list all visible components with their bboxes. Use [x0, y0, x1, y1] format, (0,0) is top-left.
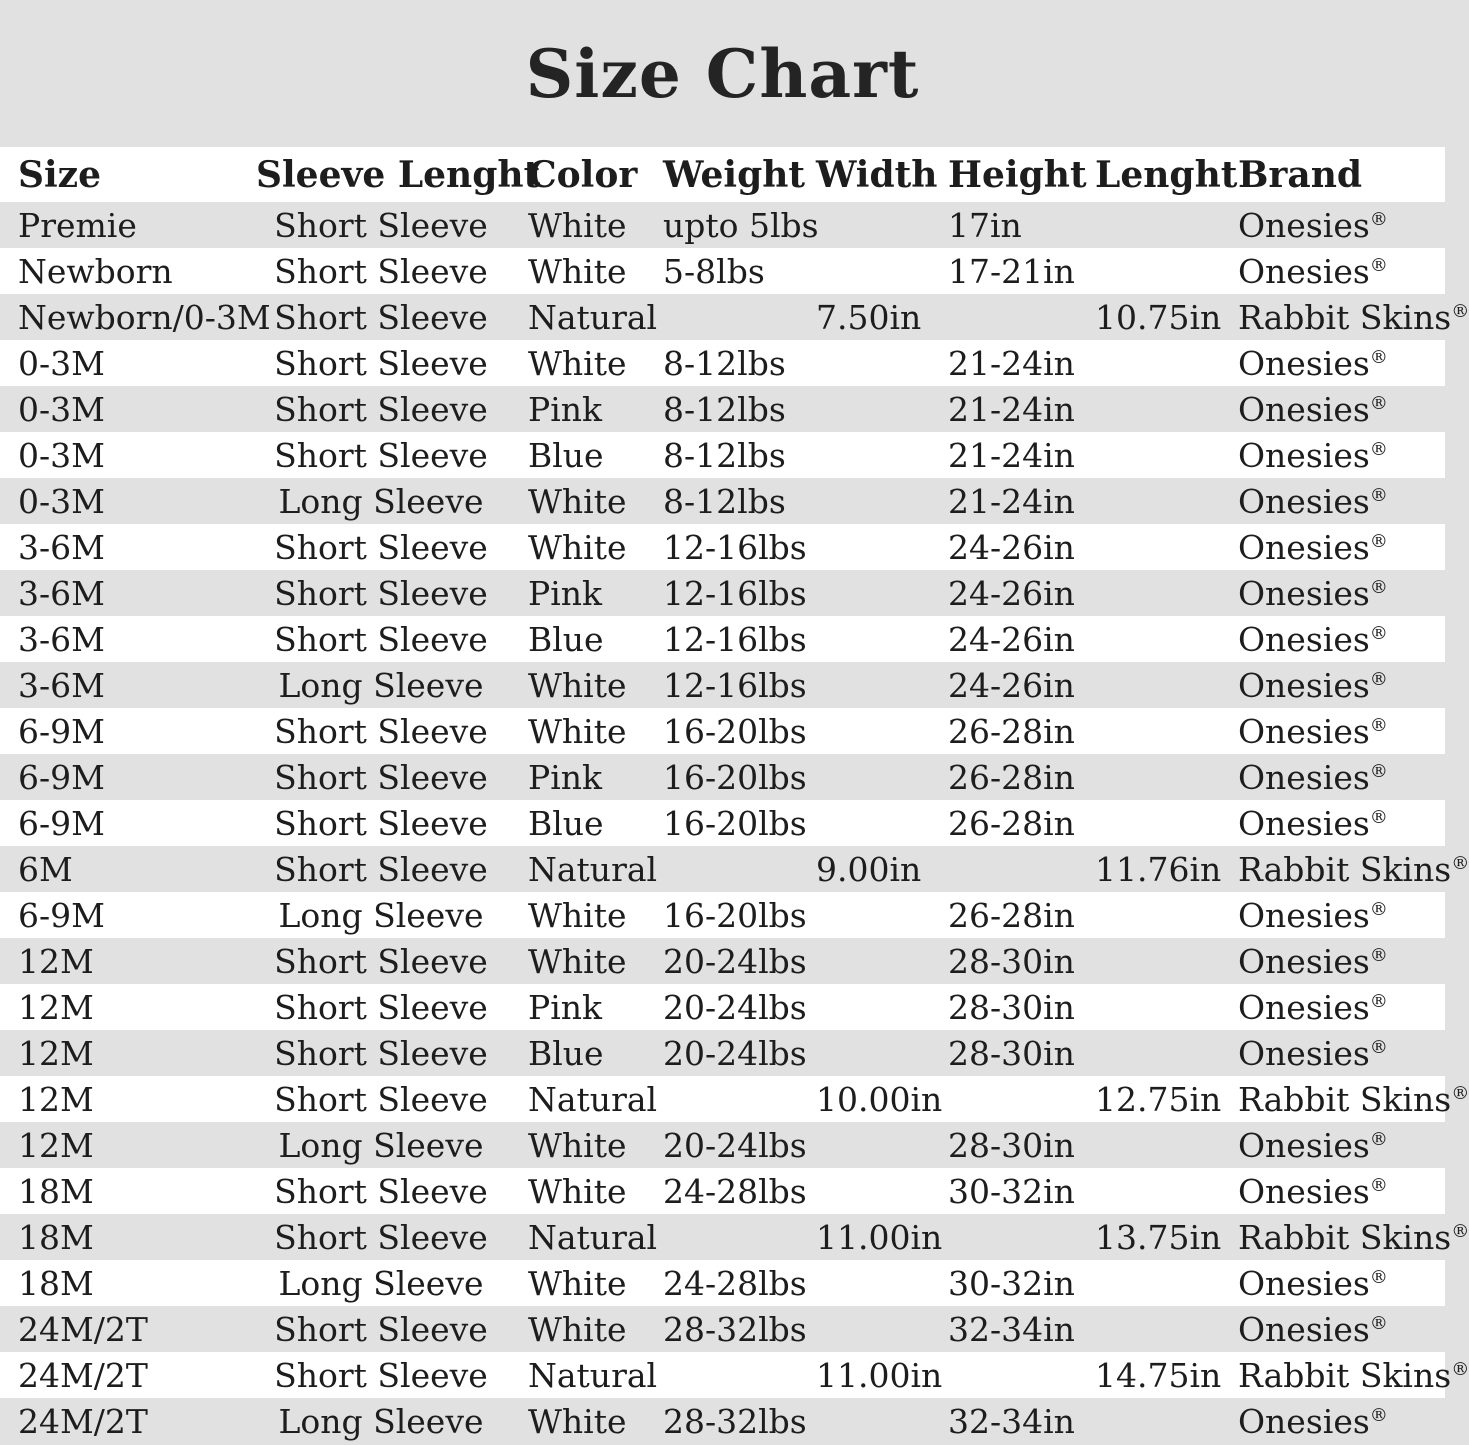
cell-length	[1095, 202, 1238, 248]
cell-width	[816, 892, 948, 938]
column-header-color: Color	[528, 153, 638, 196]
cell-sleeve-length: Short Sleeve	[274, 803, 488, 843]
cell-brand: Rabbit Skins®	[1238, 297, 1469, 337]
table-row	[0, 984, 1445, 1030]
cell-length	[1095, 892, 1238, 938]
cell-color: Pink	[528, 573, 603, 613]
cell-sleeve-length: Short Sleeve	[274, 251, 488, 291]
cell-size: 6M	[18, 849, 73, 889]
cell-height: 26-28in	[948, 711, 1075, 751]
cell-size: Newborn/0-3M	[18, 297, 271, 337]
cell-width	[816, 984, 948, 1030]
cell-height: 28-30in	[948, 941, 1075, 981]
cell-width	[816, 524, 948, 570]
cell-color: White	[528, 941, 627, 981]
cell-weight: 12-16lbs	[663, 619, 807, 659]
cell-weight: 8-12lbs	[663, 389, 786, 429]
cell-size: 3-6M	[18, 665, 105, 705]
cell-weight: 24-28lbs	[663, 1171, 807, 1211]
cell-length	[1095, 708, 1238, 754]
cell-brand: Rabbit Skins®	[1238, 1079, 1469, 1119]
cell-length	[1095, 1122, 1238, 1168]
header-row	[0, 147, 1445, 202]
cell-color: Pink	[528, 389, 603, 429]
cell-width	[816, 1260, 948, 1306]
registered-trademark-symbol: ®	[1451, 1220, 1469, 1242]
cell-weight: 12-16lbs	[663, 527, 807, 567]
cell-length: 13.75in	[1095, 1217, 1222, 1257]
cell-brand: Onesies®	[1238, 987, 1388, 1027]
cell-brand: Onesies®	[1238, 803, 1388, 843]
table-row	[0, 1168, 1445, 1214]
cell-width	[816, 1398, 948, 1444]
cell-color: Natural	[528, 297, 658, 337]
cell-sleeve-length: Long Sleeve	[278, 1125, 484, 1165]
cell-sleeve-length: Short Sleeve	[274, 527, 488, 567]
cell-height: 21-24in	[948, 435, 1075, 475]
cell-length	[1095, 1030, 1238, 1076]
cell-brand: Onesies®	[1238, 527, 1388, 567]
cell-height: 17in	[948, 205, 1022, 245]
table-row	[0, 754, 1445, 800]
cell-color: Pink	[528, 757, 603, 797]
cell-size: 0-3M	[18, 343, 105, 383]
cell-height: 26-28in	[948, 757, 1075, 797]
cell-weight: 8-12lbs	[663, 343, 786, 383]
table-row	[0, 1306, 1445, 1352]
cell-length	[1095, 662, 1238, 708]
cell-sleeve-length: Short Sleeve	[274, 711, 488, 751]
cell-length	[1095, 616, 1238, 662]
cell-weight: 16-20lbs	[663, 895, 807, 935]
table-row	[0, 202, 1445, 248]
cell-width: 11.00in	[816, 1355, 943, 1395]
table-row	[0, 1398, 1445, 1444]
cell-width	[816, 662, 948, 708]
cell-weight: 20-24lbs	[663, 987, 807, 1027]
cell-brand: Onesies®	[1238, 389, 1388, 429]
cell-brand: Onesies®	[1238, 251, 1388, 291]
table-row	[0, 892, 1445, 938]
registered-trademark-symbol: ®	[1369, 806, 1388, 828]
registered-trademark-symbol: ®	[1369, 1404, 1388, 1426]
registered-trademark-symbol: ®	[1369, 1312, 1388, 1334]
cell-width: 9.00in	[816, 849, 922, 889]
column-header-height: Height	[948, 153, 1087, 196]
registered-trademark-symbol: ®	[1451, 1358, 1469, 1380]
cell-height: 26-28in	[948, 895, 1075, 935]
cell-color: White	[528, 251, 627, 291]
cell-sleeve-length: Long Sleeve	[278, 1401, 484, 1441]
cell-length	[1095, 1260, 1238, 1306]
cell-color: White	[528, 1171, 627, 1211]
size-table-body	[0, 202, 1469, 1444]
cell-width	[816, 938, 948, 984]
cell-length	[1095, 478, 1238, 524]
cell-brand: Onesies®	[1238, 1401, 1388, 1441]
table-row	[0, 340, 1445, 386]
cell-brand: Onesies®	[1238, 205, 1388, 245]
cell-sleeve-length: Short Sleeve	[274, 435, 488, 475]
registered-trademark-symbol: ®	[1369, 668, 1388, 690]
cell-color: White	[528, 1309, 627, 1349]
cell-brand: Rabbit Skins®	[1238, 1217, 1469, 1257]
cell-sleeve-length: Short Sleeve	[274, 1079, 488, 1119]
cell-weight: 12-16lbs	[663, 573, 807, 613]
cell-height: 21-24in	[948, 481, 1075, 521]
cell-width	[816, 1168, 948, 1214]
cell-weight: 16-20lbs	[663, 803, 807, 843]
registered-trademark-symbol: ®	[1451, 300, 1469, 322]
cell-weight	[663, 294, 816, 340]
cell-size: 0-3M	[18, 481, 105, 521]
registered-trademark-symbol: ®	[1369, 944, 1388, 966]
cell-sleeve-length: Short Sleeve	[274, 297, 488, 337]
cell-size: 18M	[18, 1263, 94, 1303]
cell-width	[816, 340, 948, 386]
cell-sleeve-length: Short Sleeve	[274, 941, 488, 981]
cell-weight: 28-32lbs	[663, 1309, 807, 1349]
registered-trademark-symbol: ®	[1369, 254, 1388, 276]
cell-height: 21-24in	[948, 343, 1075, 383]
registered-trademark-symbol: ®	[1369, 530, 1388, 552]
cell-length	[1095, 386, 1238, 432]
cell-size: 3-6M	[18, 573, 105, 613]
cell-weight: upto 5lbs	[663, 205, 819, 245]
cell-height: 30-32in	[948, 1263, 1075, 1303]
cell-weight: 12-16lbs	[663, 665, 807, 705]
cell-length	[1095, 800, 1238, 846]
cell-weight	[663, 1214, 816, 1260]
column-header-sleeve-length: Sleeve Lenght	[256, 153, 541, 196]
cell-color: Natural	[528, 1355, 658, 1395]
cell-height: 26-28in	[948, 803, 1075, 843]
size-chart-table	[0, 147, 1469, 1444]
cell-brand: Onesies®	[1238, 1309, 1388, 1349]
cell-sleeve-length: Short Sleeve	[274, 987, 488, 1027]
cell-sleeve-length: Short Sleeve	[274, 1309, 488, 1349]
registered-trademark-symbol: ®	[1369, 760, 1388, 782]
registered-trademark-symbol: ®	[1369, 576, 1388, 598]
cell-weight	[663, 1352, 816, 1398]
cell-width	[816, 478, 948, 524]
cell-size: 24M/2T	[18, 1355, 148, 1395]
column-header-brand: Brand	[1238, 153, 1363, 196]
cell-brand: Onesies®	[1238, 1033, 1388, 1073]
cell-sleeve-length: Short Sleeve	[274, 1171, 488, 1211]
table-row	[0, 570, 1445, 616]
cell-brand: Onesies®	[1238, 481, 1388, 521]
cell-size: 0-3M	[18, 389, 105, 429]
registered-trademark-symbol: ®	[1369, 438, 1388, 460]
cell-color: White	[528, 1401, 627, 1441]
title-bar	[0, 0, 1445, 147]
cell-size: 0-3M	[18, 435, 105, 475]
cell-brand: Onesies®	[1238, 757, 1388, 797]
registered-trademark-symbol: ®	[1369, 208, 1388, 230]
table-row	[0, 478, 1445, 524]
cell-length	[1095, 340, 1238, 386]
cell-weight: 5-8lbs	[663, 251, 765, 291]
cell-color: Natural	[528, 1079, 658, 1119]
column-header-width: Width	[816, 153, 938, 196]
cell-height: 24-26in	[948, 573, 1075, 613]
cell-color: White	[528, 1125, 627, 1165]
table-row	[0, 1214, 1445, 1260]
cell-size: 3-6M	[18, 619, 105, 659]
column-header-size: Size	[18, 153, 102, 196]
cell-sleeve-length: Long Sleeve	[278, 665, 484, 705]
cell-sleeve-length: Short Sleeve	[274, 573, 488, 613]
cell-height: 28-30in	[948, 987, 1075, 1027]
cell-width	[816, 570, 948, 616]
cell-height: 28-30in	[948, 1033, 1075, 1073]
cell-height: 24-26in	[948, 619, 1075, 659]
cell-height: 28-30in	[948, 1125, 1075, 1165]
cell-color: White	[528, 481, 627, 521]
cell-height: 21-24in	[948, 389, 1075, 429]
cell-color: Pink	[528, 987, 603, 1027]
cell-brand: Onesies®	[1238, 573, 1388, 613]
cell-length: 14.75in	[1095, 1355, 1222, 1395]
cell-width	[816, 708, 948, 754]
cell-sleeve-length: Short Sleeve	[274, 757, 488, 797]
cell-height	[948, 294, 1095, 340]
table-row	[0, 1352, 1445, 1398]
cell-color: White	[528, 711, 627, 751]
cell-weight	[663, 1076, 816, 1122]
registered-trademark-symbol: ®	[1369, 1266, 1388, 1288]
cell-sleeve-length: Long Sleeve	[278, 895, 484, 935]
registered-trademark-symbol: ®	[1451, 852, 1469, 874]
cell-size: 3-6M	[18, 527, 105, 567]
cell-width	[816, 1122, 948, 1168]
cell-height: 17-21in	[948, 251, 1075, 291]
cell-width	[816, 616, 948, 662]
table-row	[0, 432, 1445, 478]
cell-sleeve-length: Short Sleeve	[274, 205, 488, 245]
table-row	[0, 800, 1445, 846]
cell-weight	[663, 846, 816, 892]
cell-brand: Onesies®	[1238, 665, 1388, 705]
cell-brand: Onesies®	[1238, 895, 1388, 935]
table-row	[0, 1076, 1445, 1122]
cell-sleeve-length: Long Sleeve	[278, 1263, 484, 1303]
cell-length	[1095, 570, 1238, 616]
cell-color: Blue	[528, 435, 604, 475]
cell-color: White	[528, 205, 627, 245]
registered-trademark-symbol: ®	[1369, 714, 1388, 736]
cell-width	[816, 248, 948, 294]
cell-width: 11.00in	[816, 1217, 943, 1257]
registered-trademark-symbol: ®	[1369, 392, 1388, 414]
cell-brand: Onesies®	[1238, 1171, 1388, 1211]
table-header	[0, 147, 1445, 202]
cell-sleeve-length: Short Sleeve	[274, 849, 488, 889]
cell-length: 10.75in	[1095, 297, 1222, 337]
cell-height	[948, 1214, 1095, 1260]
cell-size: 12M	[18, 941, 94, 981]
cell-height	[948, 846, 1095, 892]
cell-weight: 24-28lbs	[663, 1263, 807, 1303]
cell-color: Blue	[528, 1033, 604, 1073]
cell-weight: 20-24lbs	[663, 1033, 807, 1073]
cell-height: 24-26in	[948, 665, 1075, 705]
registered-trademark-symbol: ®	[1369, 1128, 1388, 1150]
cell-brand: Onesies®	[1238, 1125, 1388, 1165]
cell-size: Newborn	[18, 251, 173, 291]
cell-color: White	[528, 1263, 627, 1303]
cell-brand: Onesies®	[1238, 941, 1388, 981]
cell-length	[1095, 524, 1238, 570]
cell-length: 12.75in	[1095, 1079, 1222, 1119]
cell-height	[948, 1076, 1095, 1122]
registered-trademark-symbol: ®	[1369, 990, 1388, 1012]
cell-sleeve-length: Short Sleeve	[274, 1355, 488, 1395]
cell-height: 30-32in	[948, 1171, 1075, 1211]
cell-brand: Onesies®	[1238, 619, 1388, 659]
cell-length	[1095, 984, 1238, 1030]
cell-size: 6-9M	[18, 711, 105, 751]
table-row	[0, 662, 1445, 708]
cell-height	[948, 1352, 1095, 1398]
cell-weight: 20-24lbs	[663, 941, 807, 981]
registered-trademark-symbol: ®	[1369, 1036, 1388, 1058]
cell-sleeve-length: Short Sleeve	[274, 1033, 488, 1073]
cell-length	[1095, 1398, 1238, 1444]
cell-width	[816, 202, 948, 248]
cell-color: Blue	[528, 619, 604, 659]
table-row	[0, 1122, 1445, 1168]
cell-weight: 20-24lbs	[663, 1125, 807, 1165]
cell-width	[816, 1306, 948, 1352]
registered-trademark-symbol: ®	[1369, 898, 1388, 920]
cell-length	[1095, 754, 1238, 800]
cell-color: White	[528, 665, 627, 705]
cell-size: 6-9M	[18, 803, 105, 843]
column-header-weight: Weight	[663, 153, 806, 196]
registered-trademark-symbol: ®	[1369, 1174, 1388, 1196]
cell-length	[1095, 1168, 1238, 1214]
cell-color: White	[528, 343, 627, 383]
cell-size: 18M	[18, 1171, 94, 1211]
page-title: Size Chart	[525, 34, 920, 113]
cell-size: 6-9M	[18, 895, 105, 935]
cell-size: 12M	[18, 1079, 94, 1119]
table-row	[0, 616, 1445, 662]
cell-height: 32-34in	[948, 1309, 1075, 1349]
cell-width	[816, 386, 948, 432]
cell-length	[1095, 1306, 1238, 1352]
cell-weight: 16-20lbs	[663, 757, 807, 797]
cell-color: Natural	[528, 849, 658, 889]
cell-size: 12M	[18, 1125, 94, 1165]
cell-sleeve-length: Short Sleeve	[274, 389, 488, 429]
cell-length	[1095, 248, 1238, 294]
registered-trademark-symbol: ®	[1369, 622, 1388, 644]
cell-brand: Onesies®	[1238, 435, 1388, 475]
registered-trademark-symbol: ®	[1369, 484, 1388, 506]
cell-weight: 16-20lbs	[663, 711, 807, 751]
cell-size: 24M/2T	[18, 1401, 148, 1441]
cell-brand: Onesies®	[1238, 343, 1388, 383]
registered-trademark-symbol: ®	[1451, 1082, 1469, 1104]
cell-brand: Rabbit Skins®	[1238, 1355, 1469, 1395]
registered-trademark-symbol: ®	[1369, 346, 1388, 368]
cell-size: 24M/2T	[18, 1309, 148, 1349]
cell-width	[816, 800, 948, 846]
cell-sleeve-length: Long Sleeve	[278, 481, 484, 521]
cell-size: 12M	[18, 1033, 94, 1073]
cell-size: 6-9M	[18, 757, 105, 797]
cell-width	[816, 432, 948, 478]
table-row	[0, 386, 1445, 432]
cell-length	[1095, 938, 1238, 984]
table-row	[0, 524, 1445, 570]
table-row	[0, 1260, 1445, 1306]
cell-color: Natural	[528, 1217, 658, 1257]
cell-height: 24-26in	[948, 527, 1075, 567]
cell-length: 11.76in	[1095, 849, 1222, 889]
cell-size: 18M	[18, 1217, 94, 1257]
cell-color: White	[528, 895, 627, 935]
table-row	[0, 294, 1445, 340]
cell-height: 32-34in	[948, 1401, 1075, 1441]
cell-brand: Onesies®	[1238, 1263, 1388, 1303]
cell-sleeve-length: Short Sleeve	[274, 343, 488, 383]
cell-width	[816, 754, 948, 800]
table-row	[0, 938, 1445, 984]
cell-size: 12M	[18, 987, 94, 1027]
cell-brand: Onesies®	[1238, 711, 1388, 751]
cell-weight: 8-12lbs	[663, 481, 786, 521]
cell-length	[1095, 432, 1238, 478]
column-header-length: Lenght	[1095, 153, 1238, 196]
cell-sleeve-length: Short Sleeve	[274, 1217, 488, 1257]
cell-width: 7.50in	[816, 297, 922, 337]
cell-width	[816, 1030, 948, 1076]
cell-weight: 28-32lbs	[663, 1401, 807, 1441]
cell-color: White	[528, 527, 627, 567]
cell-weight: 8-12lbs	[663, 435, 786, 475]
table-row	[0, 846, 1445, 892]
cell-size: Premie	[18, 205, 137, 245]
table-row	[0, 248, 1445, 294]
cell-brand: Rabbit Skins®	[1238, 849, 1469, 889]
table-row	[0, 1030, 1445, 1076]
cell-width: 10.00in	[816, 1079, 943, 1119]
table-row	[0, 708, 1445, 754]
cell-color: Blue	[528, 803, 604, 843]
cell-sleeve-length: Short Sleeve	[274, 619, 488, 659]
